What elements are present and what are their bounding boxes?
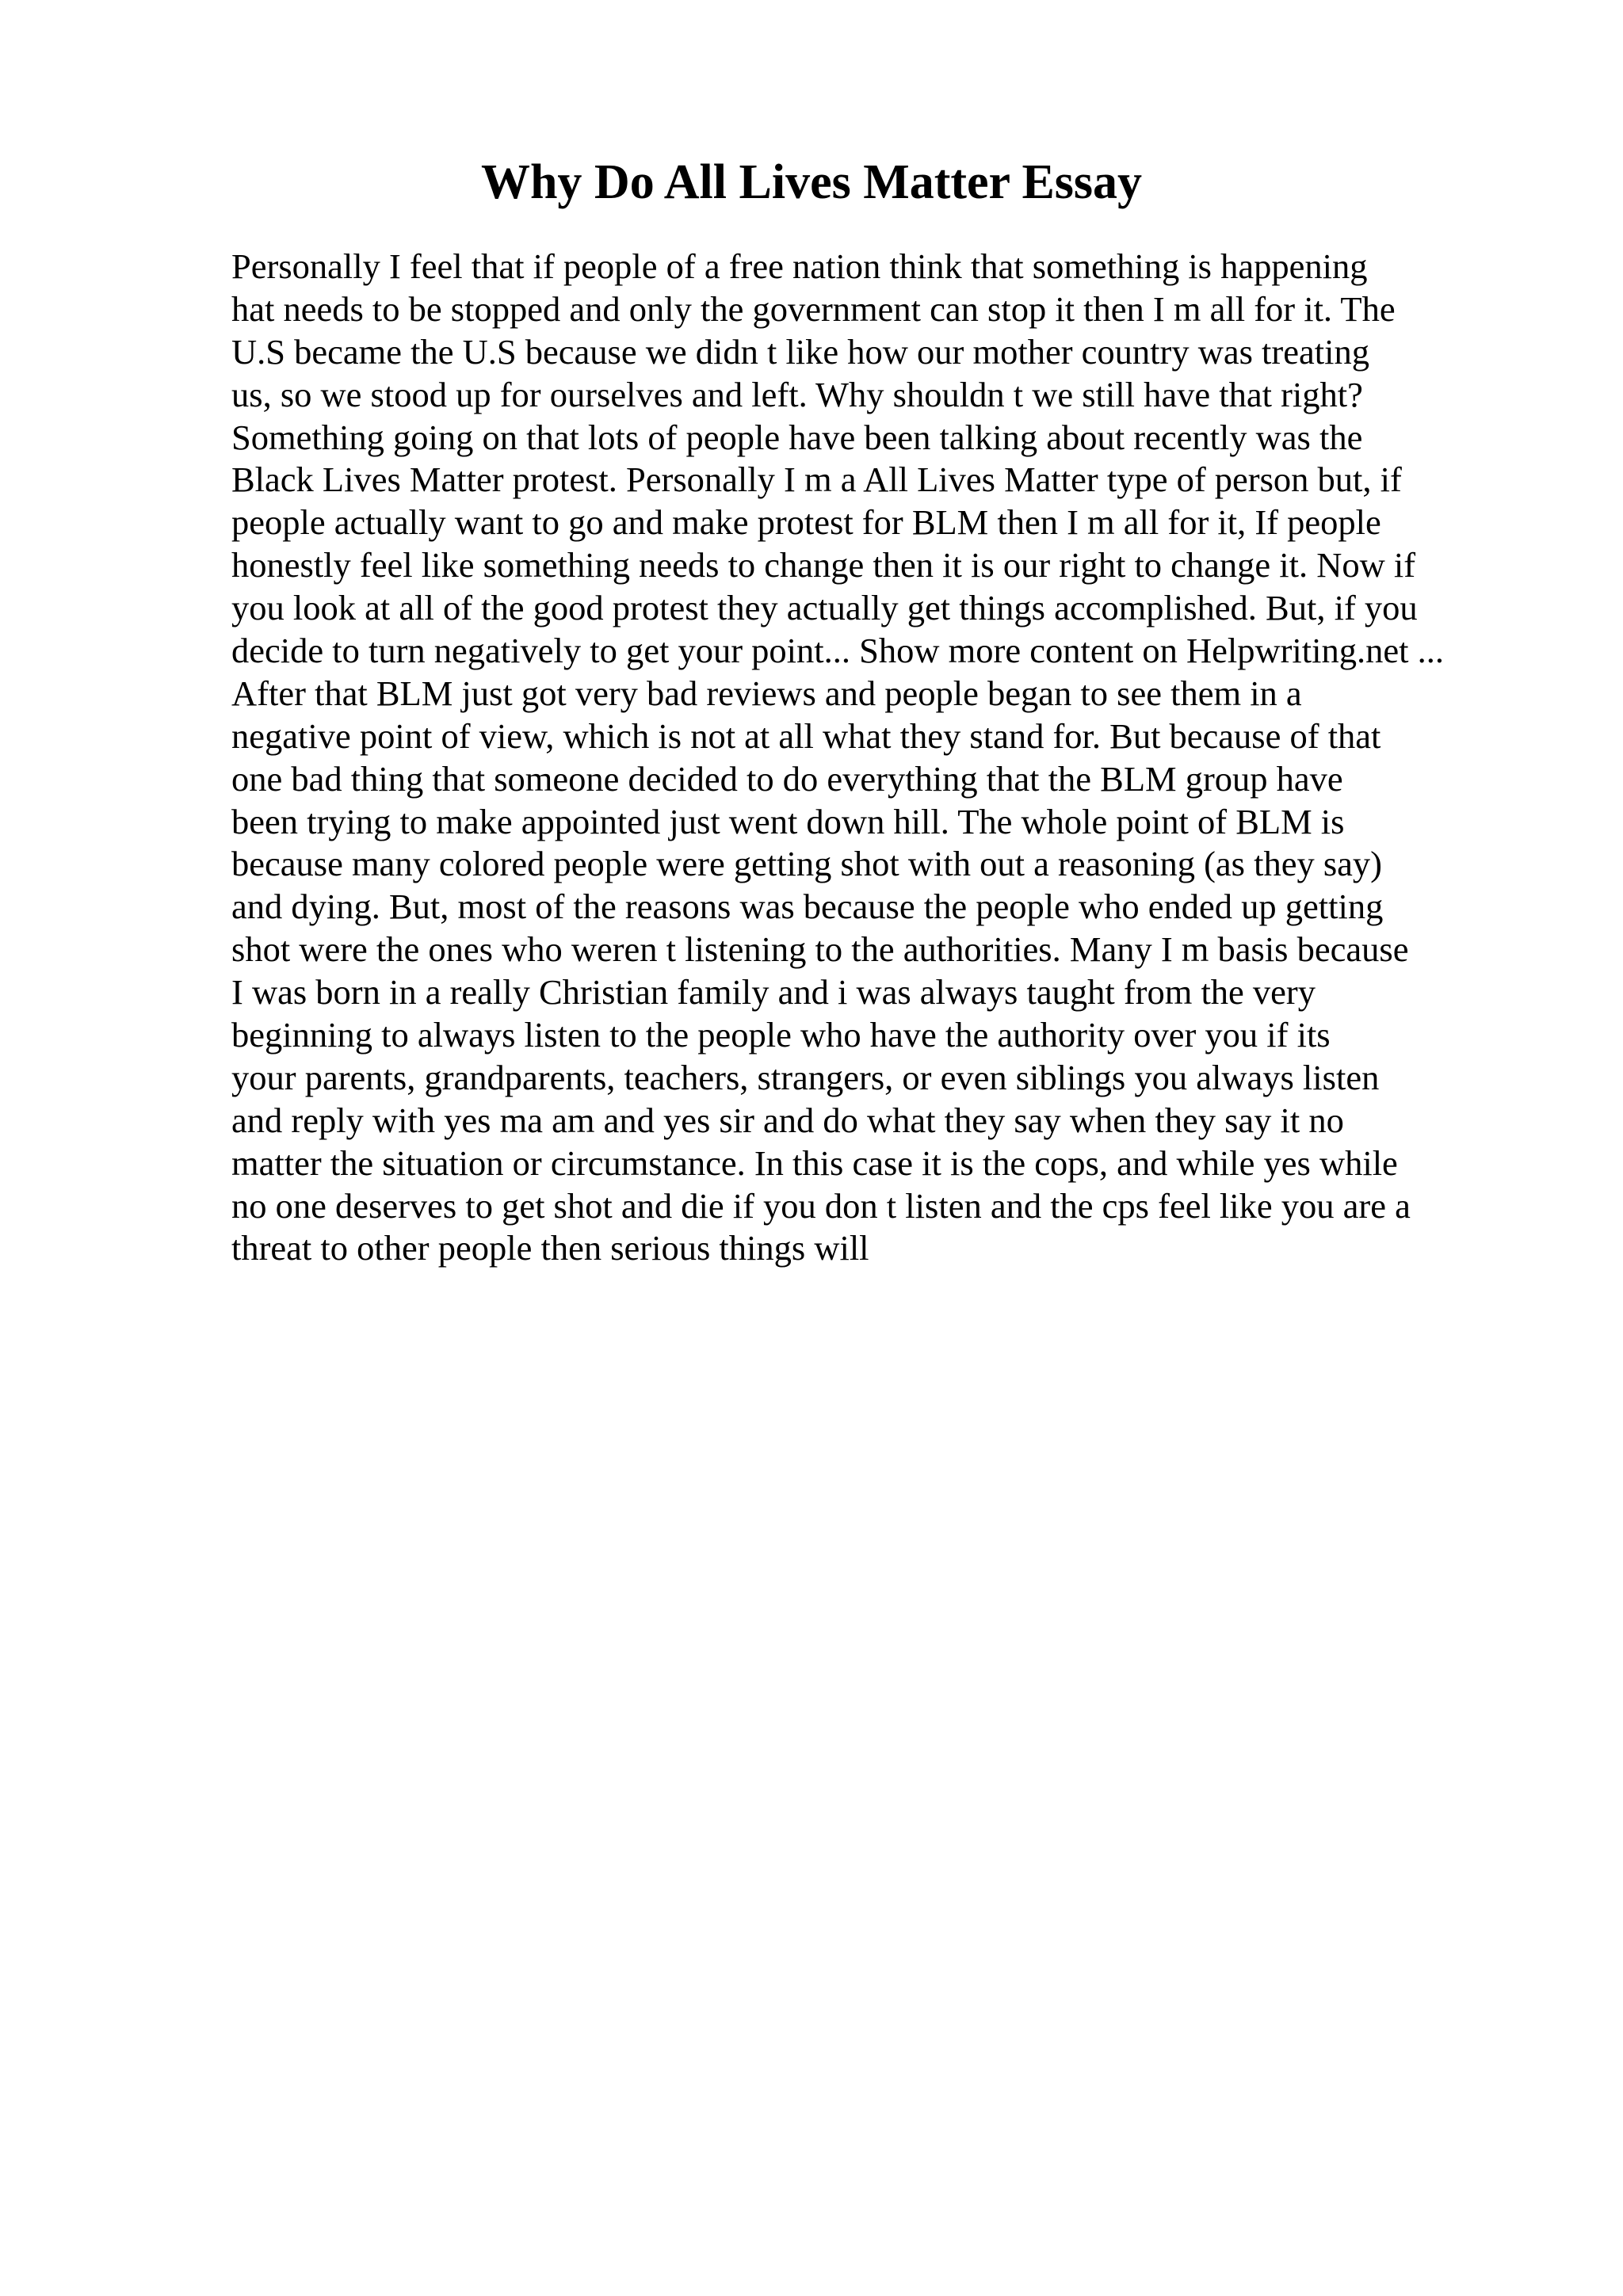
essay-line: hat needs to be stopped and only the government can stop it then I m all for it. The bbox=[231, 288, 1396, 329]
essay-line: beginning to always listen to the people who have the authority over you if its bbox=[231, 1015, 1331, 1055]
essay-body bbox=[231, 246, 1515, 1270]
essay-line: and dying. But, most of the reasons was because the people who ended up getting bbox=[231, 887, 1384, 927]
essay-line: and reply with yes ma am and yes sir and do what they say when they say it no bbox=[231, 1100, 1344, 1140]
essay-line: After that BLM just got very bad reviews and people began to see them in a bbox=[231, 673, 1302, 713]
document-title: Why Do All Lives Matter Essay bbox=[480, 155, 1143, 209]
essay-line: one bad thing that someone decided to do everything that the BLM group have bbox=[231, 758, 1343, 799]
essay-line: because many colored people were getting shot with out a reasoning (as they say) bbox=[231, 844, 1382, 884]
essay-line: U.S became the U.S because we didn t like how our mother country was treating bbox=[231, 331, 1369, 372]
essay-line: your parents, grandparents, teachers, strangers, or even siblings you always listen bbox=[231, 1057, 1380, 1097]
essay-line: been trying to make appointed just went down hill. The whole point of BLM is bbox=[231, 801, 1345, 841]
essay-line: Black Lives Matter protest. Personally I m a All Lives Matter type of person but, if bbox=[231, 460, 1402, 500]
essay-line: Personally I feel that if people of a free nation think that something is happening bbox=[231, 246, 1368, 286]
essay-line: matter the situation or circumstance. In this case it is the cops, and while yes while bbox=[231, 1142, 1398, 1183]
essay-line: no one deserves to get shot and die if you don t listen and the cps feel like you are a bbox=[231, 1185, 1411, 1226]
essay-line: I was born in a really Christian family and i was always taught from the very bbox=[231, 972, 1316, 1013]
essay-line: negative point of view, which is not at all what they stand for. But because of that bbox=[231, 715, 1381, 756]
essay-line: shot were the ones who weren t listening to the authorities. Many I m basis because bbox=[231, 929, 1409, 970]
essay-line: people actually want to go and make protest for BLM then I m all for it, If people bbox=[231, 502, 1381, 543]
essay-line: us, so we stood up for ourselves and left. Why shouldn t we still have that right? bbox=[231, 374, 1363, 414]
essay-line: decide to turn negatively to get your point... Show more content on Helpwriting.net ... bbox=[231, 631, 1444, 671]
essay-line: you look at all of the good protest they actually get things accomplished. But, if you bbox=[231, 588, 1418, 628]
essay-line: threat to other people then serious things will bbox=[231, 1228, 869, 1268]
essay-line: honestly feel like something needs to change then it is our right to change it. Now if bbox=[231, 545, 1416, 585]
essay-line: Something going on that lots of people have been talking about recently was the bbox=[231, 417, 1363, 457]
